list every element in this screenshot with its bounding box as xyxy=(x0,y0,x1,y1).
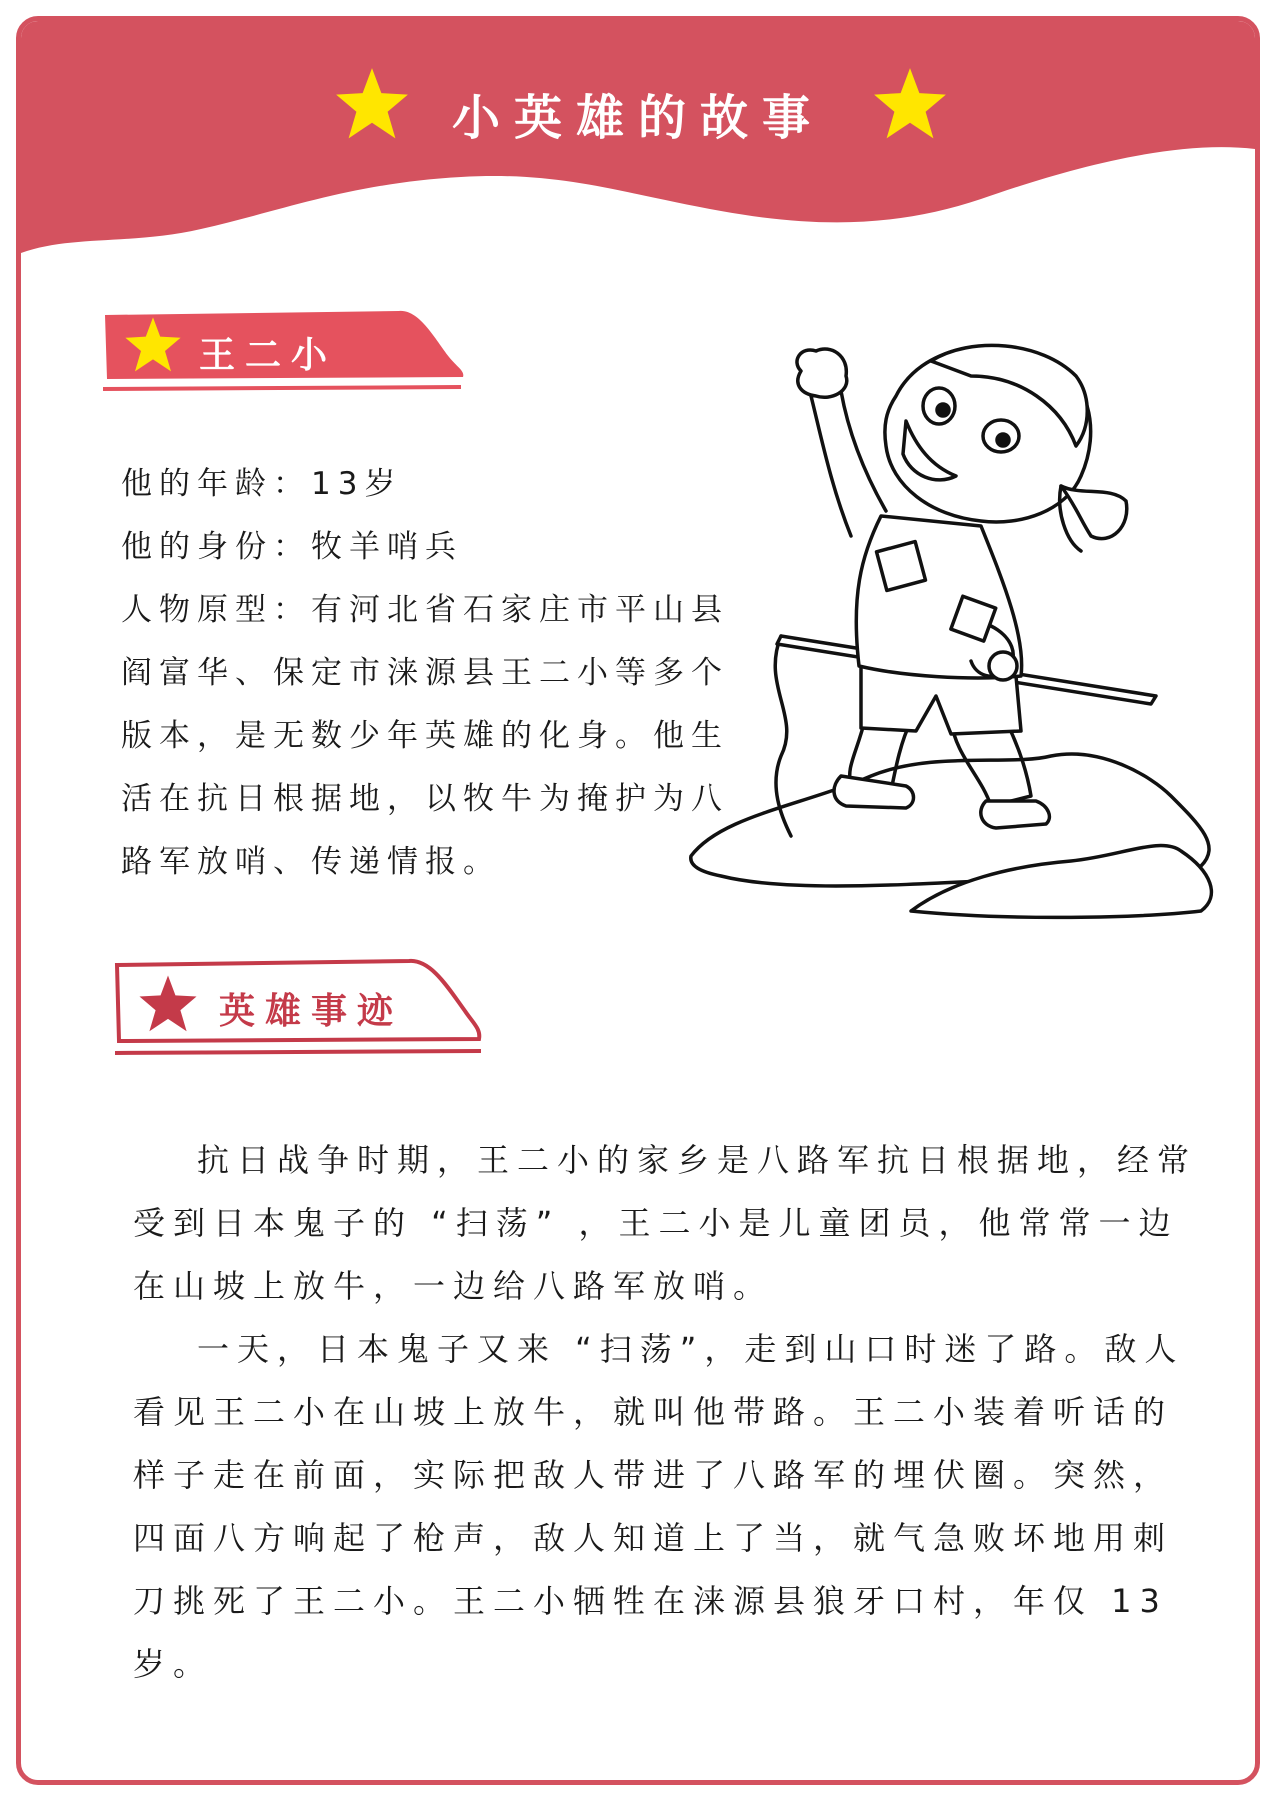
section-title: 王二小 xyxy=(199,335,338,376)
star-icon xyxy=(123,315,183,375)
story-text xyxy=(133,1129,1203,1696)
profile-info xyxy=(121,453,761,894)
prototype-line: 人物原型：有河北省石家庄市平山县阎富华、保定市涞源县王二小等多个版本，是无数少年英雄的化身。他生活在抗日根据地，以牧牛为掩护为八路军放哨、传递情报。 xyxy=(121,592,729,880)
story-paragraph: 抗日战争时期，王二小的家乡是八路军抗日根据地，经常受到日本鬼子的 “扫荡” ，王二小是儿童团员，他常常一边在山坡上放牛，一边给八路军放哨。 xyxy=(133,1141,1198,1305)
page-title: 小英雄的故事 xyxy=(451,90,824,146)
star-icon xyxy=(871,65,949,143)
poster-frame xyxy=(16,16,1260,1785)
profile-section-tag xyxy=(99,299,469,409)
age-line: 他的年龄：13岁 xyxy=(121,466,403,502)
story-paragraph: 一天，日本鬼子又来 “扫荡”，走到山口时迷了路。敌人看见王二小在山坡上放牛，就叫他带路。王二小装着听话的样子走在前面，实际把敌人带进了八路军的埋伏圈。突然，四面八方响起了枪声，敌人知道上了当，就气急败坏地用刺刀挑死了王二小。王二小牺牲在涞源县狼牙口村，年仅 13 岁。 xyxy=(133,1330,1185,1683)
identity-line: 他的身份：牧羊哨兵 xyxy=(121,529,463,565)
hero-illustration xyxy=(681,336,1260,1026)
header-band xyxy=(21,21,1255,291)
section-title: 英雄事迹 xyxy=(219,991,404,1032)
deeds-section-tag xyxy=(109,951,489,1071)
star-icon xyxy=(137,973,199,1035)
